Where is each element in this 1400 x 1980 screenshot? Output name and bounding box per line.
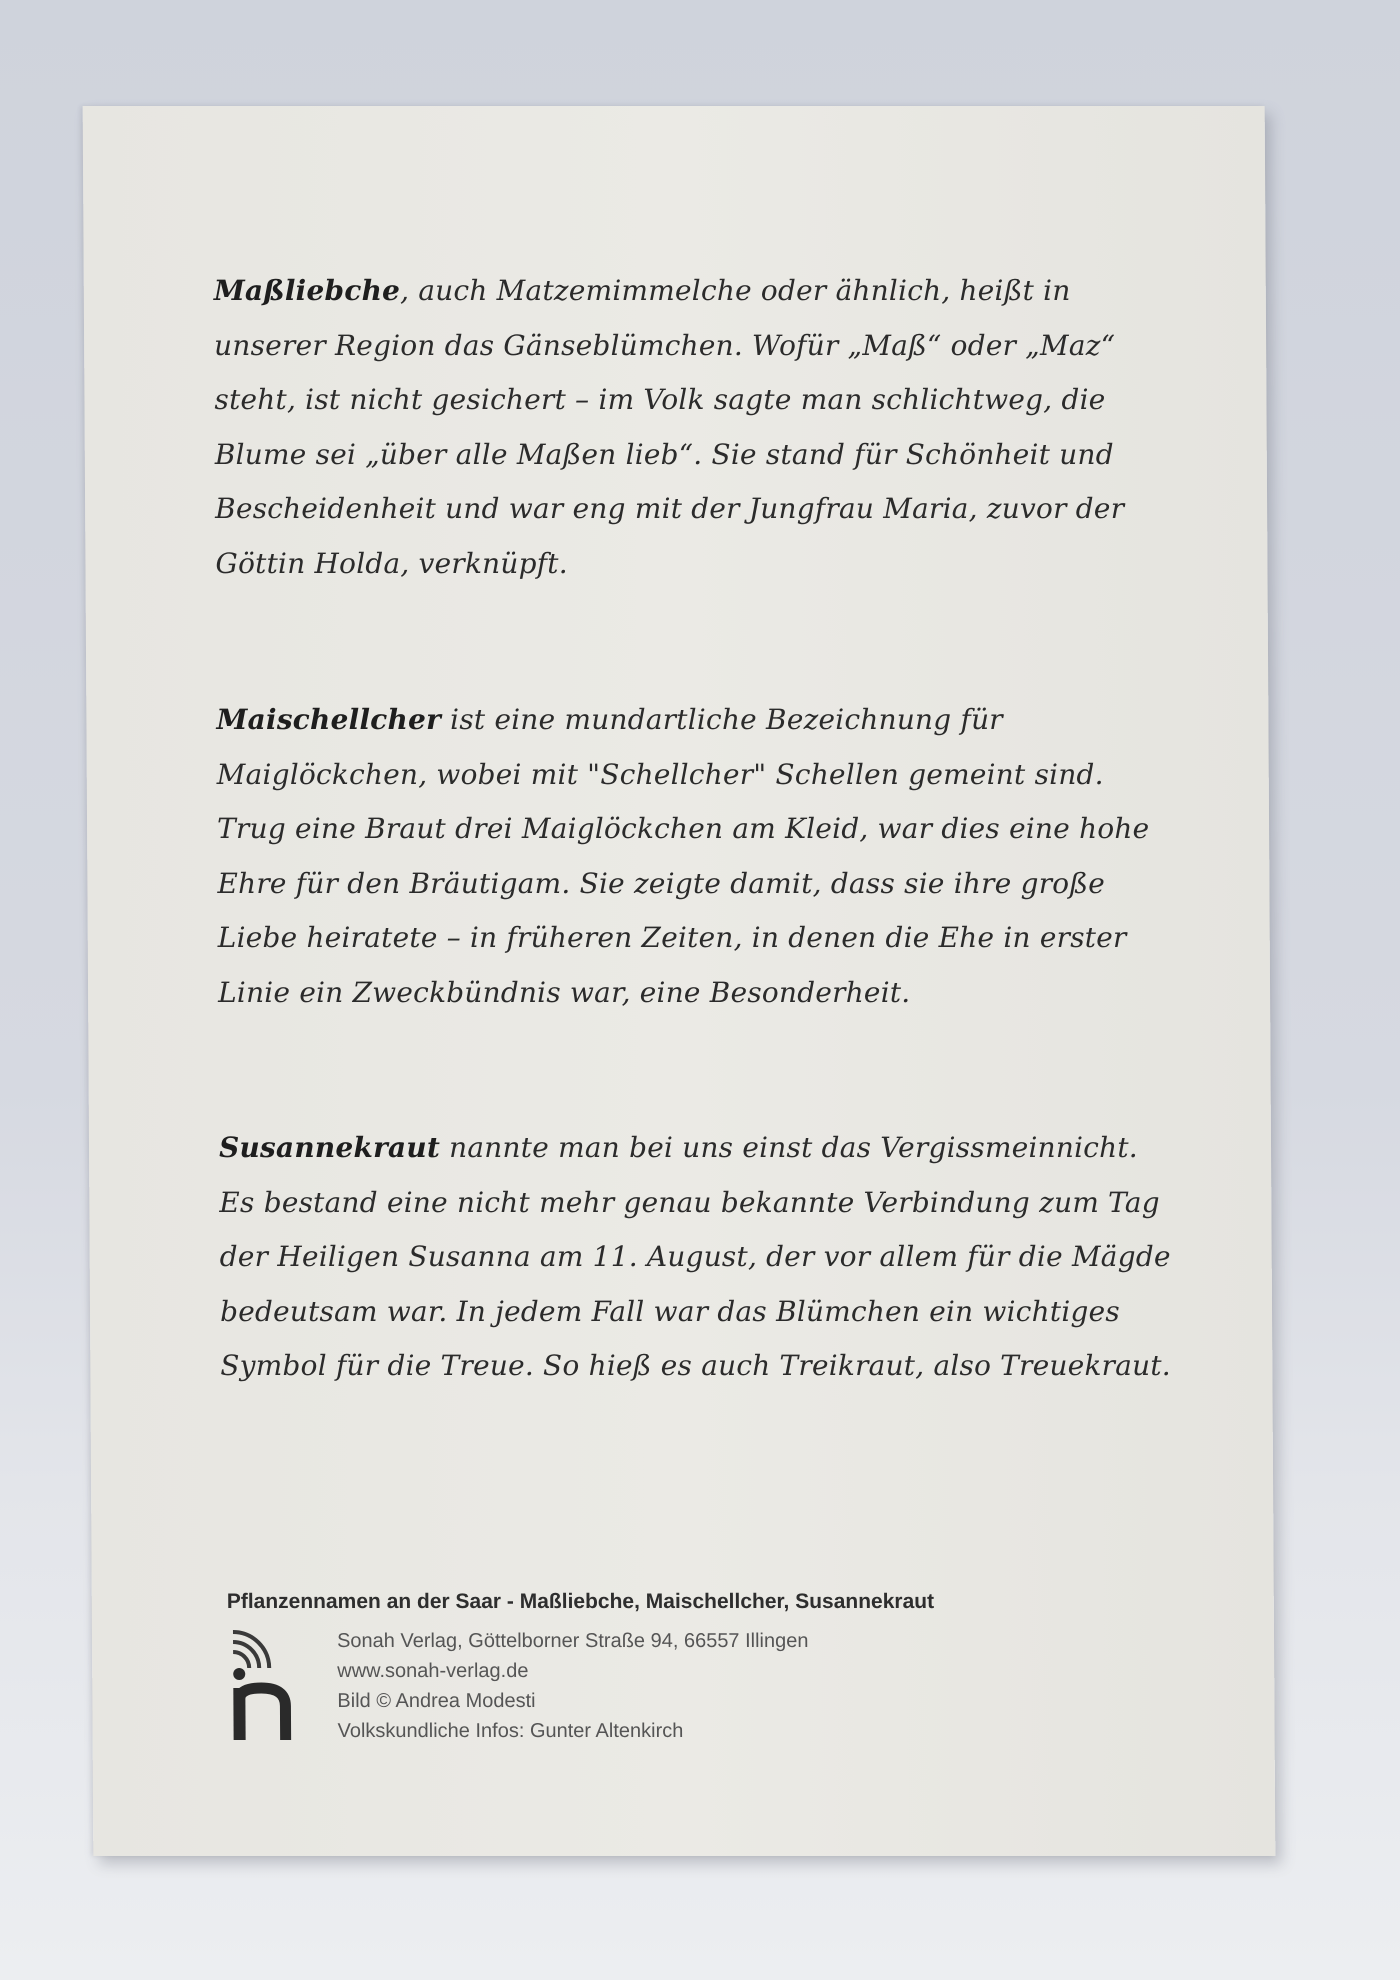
footer-body <box>227 1626 1188 1756</box>
term-massliebche: Maßliebche <box>213 274 401 307</box>
image-credit: Bild © Andrea Modesti <box>337 1690 536 1712</box>
text-maischellcher: ist eine mundartliche Bezeichnung für Maiglöckchen, wobei mit "Schellcher" Schellen gemeint sind. Trug eine Braut drei Maiglöckchen am Kleid, war dies eine hohe Ehre für den Bräutigam. Sie zeigte damit, dass sie ihre große Liebe heiratete – in früheren Zeiten, in denen die Ehe in erster Linie ein Zweckbündnis war, eine Besonderheit. <box>216 703 1150 1009</box>
footer-title: Pflanzennamen an der Saar - Maßliebche, Maischellcher, Susannekraut <box>226 1590 935 1613</box>
term-maischellcher: Maischellcher <box>216 703 442 736</box>
sonah-verlag-logo-icon <box>227 1630 298 1748</box>
postcard-back <box>83 106 1276 1856</box>
term-susannekraut: Susannekraut <box>218 1131 441 1164</box>
publisher-website: www.sonah-verlag.de <box>337 1660 529 1682</box>
publisher-info <box>337 1626 809 1746</box>
paragraph-maischellcher <box>216 693 1178 1020</box>
publisher-address: Sonah Verlag, Göttelborner Straße 94, 66557 Illingen <box>336 1630 809 1652</box>
paragraph-susannekraut <box>219 1121 1181 1394</box>
card-footer <box>227 1590 1188 1756</box>
text-susannekraut: nannte man bei uns einst das Vergissmeinnicht. Es bestand eine nicht mehr genau bekannte Verbindung zum Tag der Heiligen Susanna am 11. August, der vor allem für die Mägde bedeutsam war. In jedem Fall war das Blümchen ein wichtiges Symbol für die Treue. So hieß es auch Treikraut, also Treuekraut. <box>219 1131 1171 1382</box>
paragraph-massliebche <box>214 264 1176 591</box>
info-credit: Volkskundliche Infos: Gunter Altenkirch <box>337 1720 684 1742</box>
text-massliebche: , auch Matzemimmelche oder ähnlich, heißt in unserer Region das Gänseblümchen. Wofür „Maß“ oder „Maz“ steht, ist nicht gesichert – im Volk sagte man schlichtweg, die Blume sei „über alle Maßen lieb“. Sie stand für Schönheit und Bescheidenheit und war eng mit der Jungfrau Maria, zuvor der Göttin Holda, verknüpft. <box>214 274 1125 580</box>
